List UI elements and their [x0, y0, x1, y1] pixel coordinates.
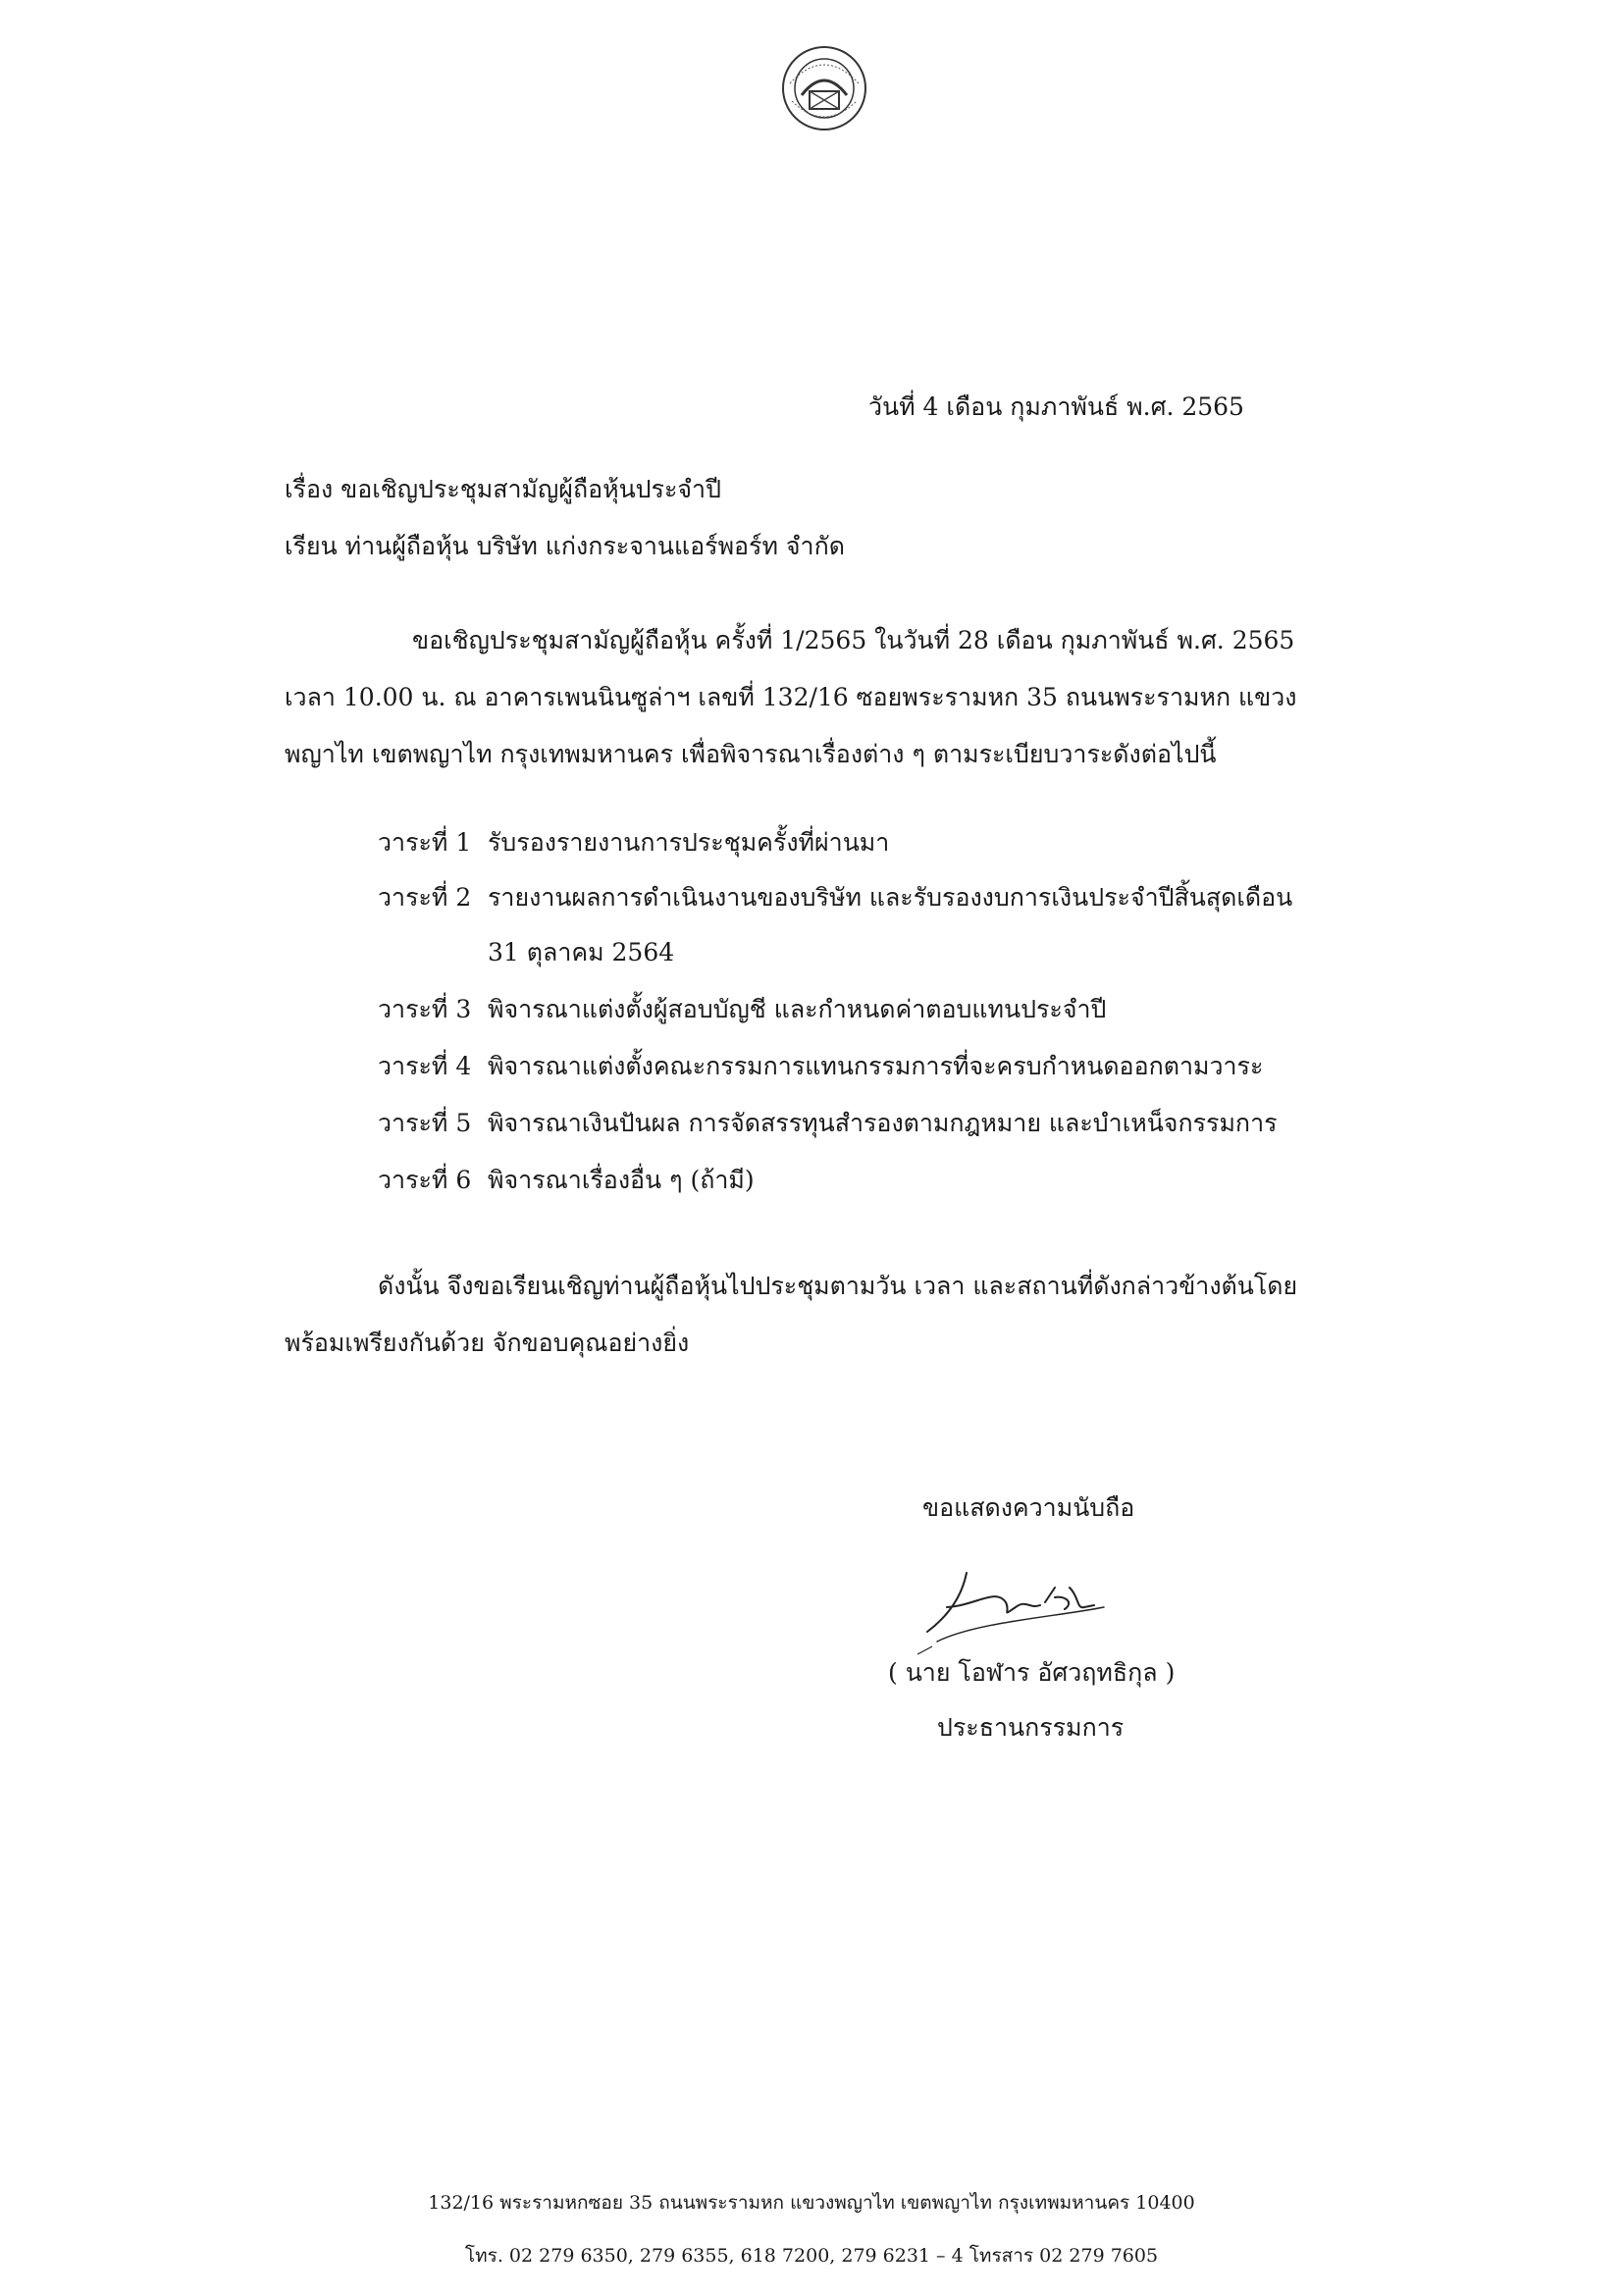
letter-date: วันที่ 4 เดือน กุมภาพันธ์ พ.ศ. 2565: [868, 392, 1244, 421]
agenda-item: [378, 881, 1292, 914]
agenda-text: รายงานผลการดำเนินงานของบริษัท และรับรองงบการเงินประจำปีสิ้นสุดเดือน: [488, 883, 1293, 912]
agenda-item: [378, 1164, 755, 1197]
signer-position: ประธานกรรมการ: [937, 1713, 1125, 1742]
agenda-text: พิจารณาแต่งตั้งคณะกรรมการแทนกรรมการที่จะครบกำหนดออกตามวาระ: [488, 1052, 1264, 1080]
agenda-item: [378, 1050, 1263, 1083]
agenda-number: วาระที่ 1: [378, 828, 472, 857]
intro-line-2: เวลา 10.00 น. ณ อาคารเพนนินซูล่าฯ เลขที่ 132/16 ซอยพระรามหก 35 ถนนพระรามหก แขวง: [285, 683, 1297, 711]
agenda-item: [378, 826, 889, 860]
agenda-number: วาระที่ 6: [378, 1166, 472, 1194]
footer-address: 132/16 พระรามหกซอย 35 ถนนพระรามหก แขวงพญาไท เขตพญาไท กรุงเทพมหานคร 10400: [428, 2192, 1195, 2214]
agenda-text: พิจารณาเรื่องอื่น ๆ (ถ้ามี): [488, 1166, 755, 1194]
letter-recipient: เรียน ท่านผู้ถือหุ้น บริษัท แก่งกระจานแอร์พอร์ท จำกัด: [285, 532, 845, 560]
agenda-number: วาระที่ 3: [378, 995, 472, 1023]
agenda-number: วาระที่ 4: [378, 1052, 472, 1080]
agenda-text: พิจารณาเงินปันผล การจัดสรรทุนสำรองตามกฎหมาย และบำเหน็จกรรมการ: [488, 1109, 1278, 1137]
agenda-continuation: 31 ตุลาคม 2564: [488, 938, 675, 966]
intro-line-1: ขอเชิญประชุมสามัญผู้ถือหุ้น ครั้งที่ 1/2565 ในวันที่ 28 เดือน กุมภาพันธ์ พ.ศ. 2565: [412, 626, 1295, 654]
agenda-text: รับรองรายงานการประชุมครั้งที่ผ่านมา: [488, 828, 890, 857]
salutation: ขอแสดงความนับถือ: [922, 1493, 1135, 1522]
company-seal-logo: [780, 44, 868, 132]
intro-line-3: พญาไท เขตพญาไท กรุงเทพมหานคร เพื่อพิจารณาเรื่องต่าง ๆ ตามระเบียบวาระดังต่อไปนี้: [285, 740, 1217, 768]
signer-name: ( นาย โอฬาร อัศวฤทธิกุล ): [888, 1658, 1176, 1687]
agenda-item: [378, 993, 1106, 1026]
agenda-number: วาระที่ 2: [378, 883, 472, 912]
footer-phones: โทร. 02 279 6350, 279 6355, 618 7200, 279 6231 – 4 โทรสาร 02 279 7605: [464, 2245, 1159, 2267]
closing-line-2: พร้อมเพรียงกันด้วย จักขอบคุณอย่างยิ่ง: [285, 1329, 690, 1357]
closing-line-1: ดังนั้น จึงขอเรียนเชิญท่านผู้ถือหุ้นไปประชุมตามวัน เวลา และสถานที่ดังกล่าวข้างต้นโดย: [378, 1272, 1298, 1300]
agenda-number: วาระที่ 5: [378, 1109, 472, 1137]
agenda-item: [378, 1107, 1278, 1140]
handwritten-signature: [908, 1548, 1133, 1656]
agenda-text: พิจารณาแต่งตั้งผู้สอบบัญชี และกำหนดค่าตอบแทนประจำปี: [488, 995, 1107, 1023]
letter-subject: เรื่อง ขอเชิญประชุมสามัญผู้ถือหุ้นประจำปี: [285, 475, 721, 503]
